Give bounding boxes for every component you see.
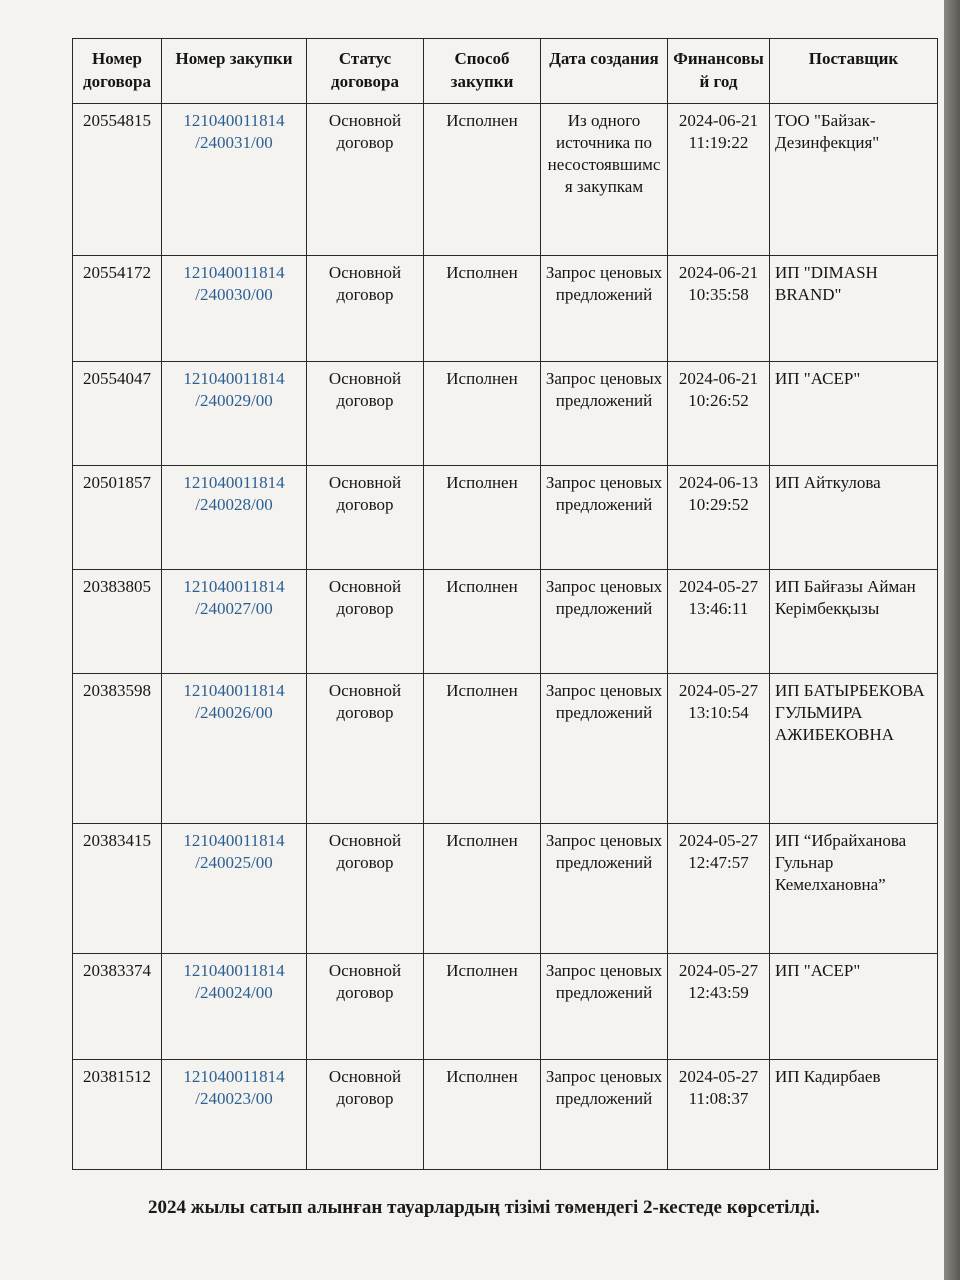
- cell-supplier: ТОО "Байзак-Дезинфекция": [770, 104, 938, 256]
- table-row: [73, 362, 938, 466]
- table-row: [73, 1060, 938, 1170]
- cell-purchase-number[interactable]: 121040011814 /240030/00: [162, 256, 307, 362]
- cell-purchase-method: Исполнен: [424, 362, 541, 466]
- cell-creation-date: Запрос ценовых предложений: [541, 954, 668, 1060]
- table-header-row: [73, 39, 938, 104]
- header-purchase-method: Способ закупки: [424, 39, 541, 104]
- cell-contract-status: Основной договор: [307, 1060, 424, 1170]
- cell-contract-status: Основной договор: [307, 674, 424, 824]
- cell-contract-status: Основной договор: [307, 824, 424, 954]
- cell-creation-date: Запрос ценовых предложений: [541, 362, 668, 466]
- cell-contract-status: Основной договор: [307, 466, 424, 570]
- page-edge-shadow: [944, 0, 960, 1280]
- cell-supplier: ИП Айткулова: [770, 466, 938, 570]
- cell-purchase-method: Исполнен: [424, 256, 541, 362]
- cell-contract-number: 20554815: [73, 104, 162, 256]
- cell-purchase-number[interactable]: 121040011814 /240026/00: [162, 674, 307, 824]
- cell-fiscal-year: 2024-05-27 13:46:11: [668, 570, 770, 674]
- table-row: [73, 104, 938, 256]
- cell-contract-number: 20383805: [73, 570, 162, 674]
- cell-contract-number: 20554047: [73, 362, 162, 466]
- cell-contract-number: 20383598: [73, 674, 162, 824]
- table-row: [73, 954, 938, 1060]
- header-contract-number: Номер договора: [73, 39, 162, 104]
- cell-purchase-method: Исполнен: [424, 570, 541, 674]
- cell-creation-date: Запрос ценовых предложений: [541, 466, 668, 570]
- cell-supplier: ИП "АСЕР": [770, 362, 938, 466]
- header-purchase-number: Номер закупки: [162, 39, 307, 104]
- caption-text: 2024 жылы сатып алынған тауарлардың тізімі төмендегі 2-кестеде көрсетілді.: [148, 1197, 820, 1218]
- cell-fiscal-year: 2024-06-21 10:26:52: [668, 362, 770, 466]
- cell-creation-date: Запрос ценовых предложений: [541, 824, 668, 954]
- cell-purchase-number[interactable]: 121040011814 /240024/00: [162, 954, 307, 1060]
- cell-contract-number: 20501857: [73, 466, 162, 570]
- cell-contract-number: 20383374: [73, 954, 162, 1060]
- cell-purchase-number[interactable]: 121040011814 /240023/00: [162, 1060, 307, 1170]
- cell-contract-status: Основной договор: [307, 954, 424, 1060]
- cell-purchase-number[interactable]: 121040011814 /240027/00: [162, 570, 307, 674]
- cell-purchase-number[interactable]: 121040011814 /240025/00: [162, 824, 307, 954]
- header-contract-status: Статус договора: [307, 39, 424, 104]
- cell-contract-status: Основной договор: [307, 362, 424, 466]
- cell-creation-date: Запрос ценовых предложений: [541, 256, 668, 362]
- cell-purchase-number[interactable]: 121040011814 /240028/00: [162, 466, 307, 570]
- cell-supplier: ИП "DIMASH BRAND": [770, 256, 938, 362]
- table-row: [73, 256, 938, 362]
- cell-supplier: ИП БАТЫРБЕКОВА ГУЛЬМИРА АЖИБЕКОВНА: [770, 674, 938, 824]
- cell-fiscal-year: 2024-05-27 12:47:57: [668, 824, 770, 954]
- cell-creation-date: Запрос ценовых предложений: [541, 674, 668, 824]
- cell-purchase-method: Исполнен: [424, 824, 541, 954]
- cell-creation-date: Запрос ценовых предложений: [541, 1060, 668, 1170]
- cell-purchase-method: Исполнен: [424, 674, 541, 824]
- cell-contract-number: 20381512: [73, 1060, 162, 1170]
- header-fiscal-year: Финансовый год: [668, 39, 770, 104]
- header-creation-date: Дата создания: [541, 39, 668, 104]
- cell-fiscal-year: 2024-05-27 12:43:59: [668, 954, 770, 1060]
- cell-fiscal-year: 2024-06-13 10:29:52: [668, 466, 770, 570]
- cell-contract-number: 20554172: [73, 256, 162, 362]
- cell-contract-status: Основной договор: [307, 104, 424, 256]
- cell-supplier: ИП Байғазы Айман Керімбекқызы: [770, 570, 938, 674]
- cell-purchase-method: Исполнен: [424, 1060, 541, 1170]
- table-row: [73, 674, 938, 824]
- cell-supplier: ИП “Ибрайханова Гульнар Кемелхановна”: [770, 824, 938, 954]
- cell-contract-status: Основной договор: [307, 570, 424, 674]
- contracts-table: [72, 38, 938, 1170]
- cell-creation-date: Запрос ценовых предложений: [541, 570, 668, 674]
- cell-purchase-method: Исполнен: [424, 954, 541, 1060]
- cell-fiscal-year: 2024-05-27 11:08:37: [668, 1060, 770, 1170]
- cell-purchase-method: Исполнен: [424, 104, 541, 256]
- cell-purchase-number[interactable]: 121040011814 /240029/00: [162, 362, 307, 466]
- cell-purchase-method: Исполнен: [424, 466, 541, 570]
- cell-fiscal-year: 2024-05-27 13:10:54: [668, 674, 770, 824]
- cell-contract-status: Основной договор: [307, 256, 424, 362]
- cell-supplier: ИП Кадирбаев: [770, 1060, 938, 1170]
- cell-supplier: ИП "АСЕР": [770, 954, 938, 1060]
- table-row: [73, 824, 938, 954]
- cell-contract-number: 20383415: [73, 824, 162, 954]
- cell-creation-date: Из одного источника по несостоявшимся закупкам: [541, 104, 668, 256]
- table-row: [73, 466, 938, 570]
- cell-fiscal-year: 2024-06-21 11:19:22: [668, 104, 770, 256]
- cell-purchase-number[interactable]: 121040011814 /240031/00: [162, 104, 307, 256]
- header-supplier: Поставщик: [770, 39, 938, 104]
- table-row: [73, 570, 938, 674]
- cell-fiscal-year: 2024-06-21 10:35:58: [668, 256, 770, 362]
